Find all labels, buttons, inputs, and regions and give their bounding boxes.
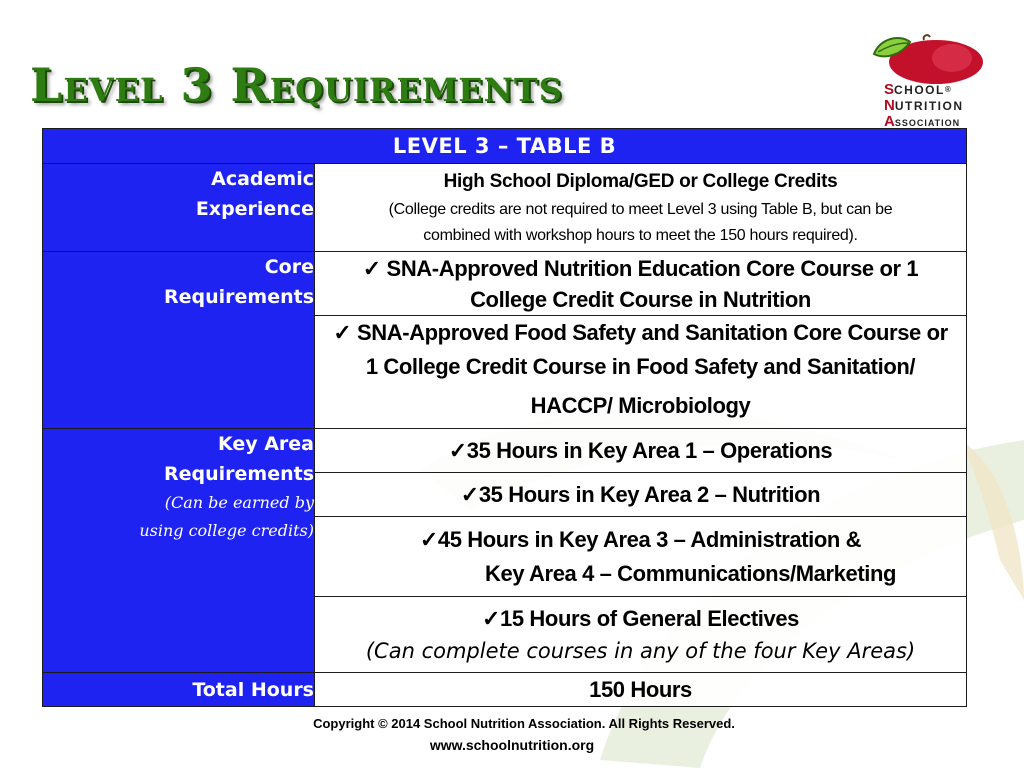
core-food-safety-course-cell: ✓ SNA-Approved Food Safety and Sanitation Core Course or 1 College Credit Course in Food Safety and Sanitation/ HACCP/ Microbiology [315,316,967,429]
total-hours-value: 150 Hours [315,673,967,707]
logo-wordmark: SCHOOL® NUTRITION ASSOCIATION [884,81,964,130]
key-area-requirements-label: Key Area Requirements (Can be earned by using college credits) [43,429,315,673]
academic-experience-label: Academic Experience [43,164,315,252]
core-nutrition-course-cell: ✓ SNA-Approved Nutrition Education Core Course or 1 College Credit Course in Nutrition [315,252,967,316]
core-row-1 [43,252,967,316]
key-area-note-line2: using college credits) [139,521,314,540]
core-requirements-label: Core Requirements [43,252,315,429]
key-area-1-cell: ✓35 Hours in Key Area 1 – Operations [315,429,967,473]
general-electives-note: (Can complete courses in any of the four Key Areas) [365,638,916,663]
checkmark-icon: ✓ [419,526,438,552]
academic-note-line2: combined with workshop hours to meet the 150 hours required). [423,226,858,244]
checkmark-icon: ✓ [333,320,352,345]
checkmark-icon: ✓ [481,605,501,631]
key-area-2-cell: ✓35 Hours in Key Area 2 – Nutrition [315,473,967,517]
table-header-row [43,129,967,164]
total-row [43,673,967,707]
page-title: Level 3 Requirements [30,58,563,112]
website-url: www.schoolnutrition.org [429,737,595,753]
checkmark-icon: ✓ [362,255,381,281]
general-electives-cell: ✓15 Hours of General Electives (Can complete courses in any of the four Key Areas) [315,597,967,673]
copyright-text: Copyright © 2014 School Nutrition Association. All Rights Reserved. [313,716,735,731]
academic-heading: High School Diploma/GED or College Credits [443,170,838,192]
key-area-row-1 [43,429,967,473]
key-area-note-line1: (Can be earned by [164,493,314,512]
academic-note-line1: (College credits are not required to meet Level 3 using Table B, but can be [388,200,893,218]
key-area-3-4-cell: ✓45 Hours in Key Area 3 – Administration & Key Area 4 – Communications/Marketing [315,517,967,597]
total-hours-label: Total Hours [43,673,315,707]
checkmark-icon: ✓ [460,481,479,507]
requirements-table [42,128,967,707]
academic-experience-cell [315,164,967,252]
table-header: LEVEL 3 – TABLE B [43,129,967,164]
checkmark-icon: ✓ [448,437,467,463]
academic-row [43,164,967,252]
